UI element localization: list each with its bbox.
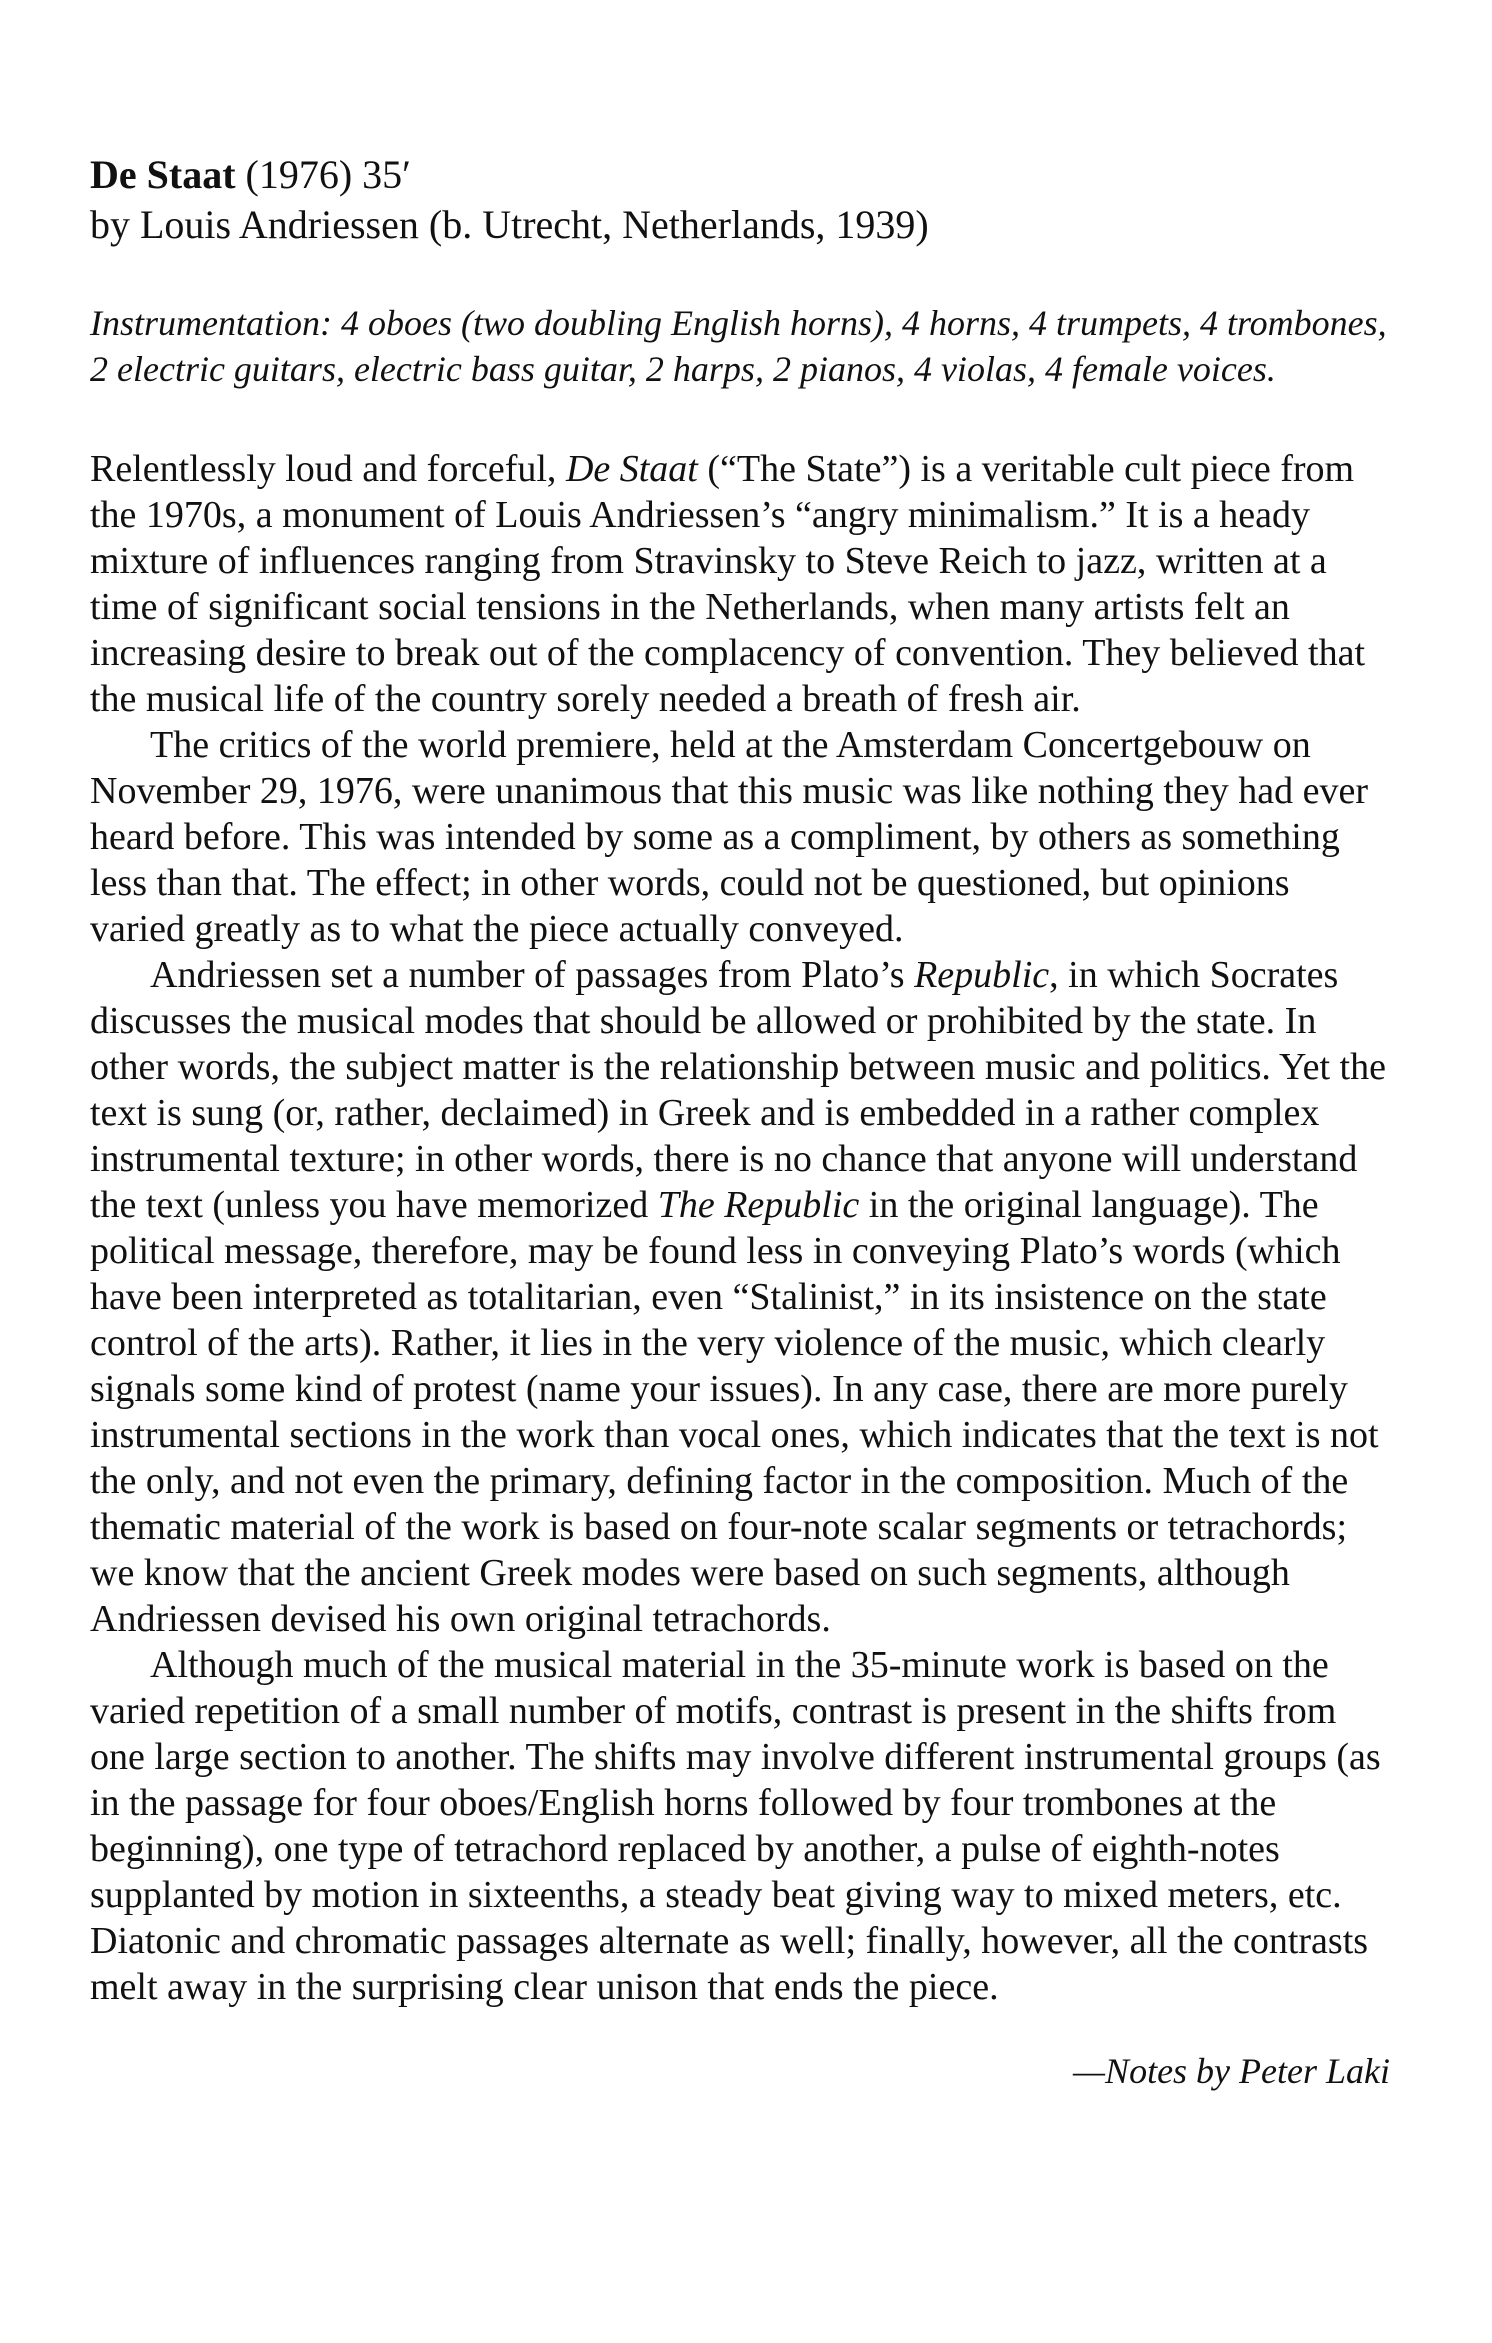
paragraph-3 [90, 952, 1390, 1642]
paragraph-3-text-b: , in which Socrates discusses the musical modes that should be allowed or prohibited by the state. In other words, the subject matter is the relationship between music and politics. Yet the text is sung (or, rather, declaimed) in Greek and is embedded in a rather complex instrumental texture; in other words, there is no chance that anyone will understand the text (unless you have memorized [90, 954, 1386, 1226]
paragraph-3-italic-2: The Republic [657, 1184, 860, 1226]
paragraph-1-text-a: Relentlessly loud and forceful, [90, 448, 566, 490]
paragraph-1-text-b: (“The State”) is a veritable cult piece from the 1970s, a monument of Louis Andriessen’s “angry minimalism.” It is a heady mixture of influences ranging from Stravinsky to Steve Reich to jazz, written at a time of significant social tensions in the Netherlands, when many artists felt an increasing desire to break out of the complacency of convention. They believed that the musical life of the country sorely needed a breath of fresh air. [90, 448, 1366, 720]
work-title-details: (1976) 35′ [235, 152, 411, 197]
composer-byline: by Louis Andriessen (b. Utrecht, Netherlands, 1939) [90, 202, 929, 247]
work-title-name: De Staat [90, 152, 236, 197]
work-title [90, 150, 1390, 200]
program-notes-body [90, 446, 1390, 2010]
paragraph-3-text-c: in the original language). The political message, therefore, may be found less in conveying Plato’s words (which have been interpreted as totalitarian, even “Stalinist,” in its insistence on the state control of the arts). Rather, it lies in the very violence of the music, which clearly signals some kind of protest (name your issues). In any case, there are more purely instrumental sections in the work than vocal ones, which indicates that the text is not the only, and not even the primary, defining factor in the composition. Much of the thematic material of the work is based on four-note scalar segments or tetrachords; we know that the ancient Greek modes were based on such segments, although Andriessen devised his own original tetrachords. [90, 1184, 1379, 1640]
paragraph-1-italic: De Staat [565, 448, 698, 490]
paragraph-3-italic-1: Republic [914, 954, 1050, 996]
instrumentation: Instrumentation: 4 oboes (two doubling English horns), 4 horns, 4 trumpets, 4 trombones, 2 electric guitars, electric bass guitar, 2 harps, 2 pianos, 4 violas, 4 female voices. [90, 303, 1387, 389]
paragraph-1 [90, 446, 1390, 722]
paragraph-2: The critics of the world premiere, held at the Amsterdam Concertgebouw on November 29, 1976, were unanimous that this music was like nothing they had ever heard before. This was intended by some as a compliment, by others as something less than that. The effect; in other words, could not be questioned, but opinions varied greatly as to what the piece actually conveyed. [90, 724, 1369, 950]
program-note-page [90, 150, 1390, 2092]
paragraph-3-text-a: Andriessen set a number of passages from Plato’s [150, 954, 915, 996]
paragraph-4: Although much of the musical material in the 35-minute work is based on the varied repetition of a small number of motifs, contrast is present in the shifts from one large section to another. The shifts may involve different instrumental groups (as in the passage for four oboes/English horns followed by four trombones at the beginning), one type of tetrachord replaced by another, a pulse of eighth-notes supplanted by motion in sixteenths, a steady beat giving way to mixed meters, etc. Diatonic and chromatic passages alternate as well; finally, however, all the contrasts melt away in the surprising clear unison that ends the piece. [90, 1644, 1381, 2008]
notes-credit: —Notes by Peter Laki [1073, 2051, 1390, 2091]
